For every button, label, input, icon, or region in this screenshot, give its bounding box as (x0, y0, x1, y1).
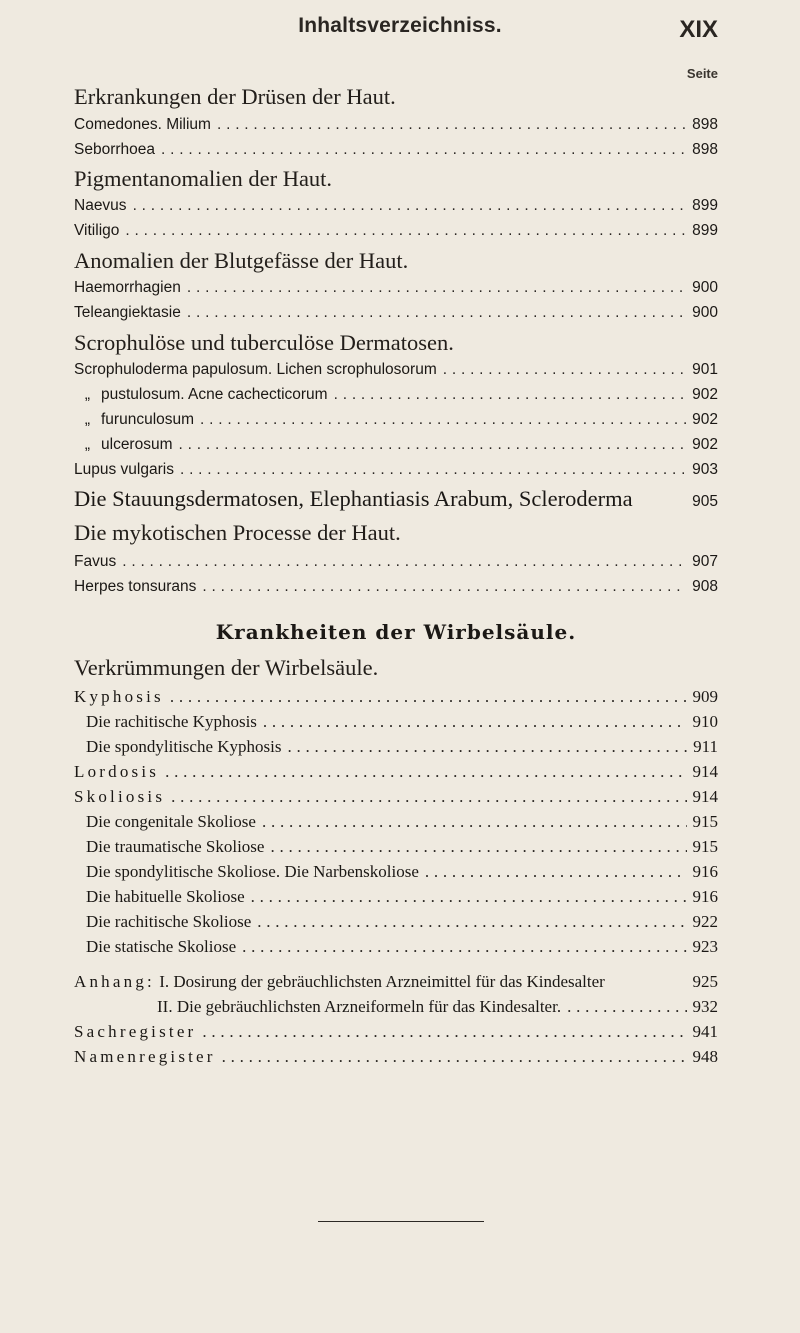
dot-leader (196, 1022, 686, 1042)
entry-label: Die traumatische Skoliose (86, 837, 265, 856)
appendix-entry (74, 972, 718, 994)
toc-entry (74, 436, 718, 458)
entry-label: Teleangiektasie (74, 304, 181, 321)
dot-leader (127, 197, 687, 215)
entry-label: Die spondylitische Skoliose. Die Narbenskoliose (86, 862, 419, 881)
dot-leader (165, 787, 686, 807)
toc-entry (74, 116, 718, 138)
ditto-mark: „ (84, 436, 91, 453)
entry-page: 907 (692, 553, 718, 570)
entry-label: Die habituelle Skoliose (86, 887, 245, 906)
entry-label: pustulosum. Acne cachecticorum (101, 386, 328, 403)
dot-leader (257, 712, 687, 732)
dot-leader (561, 997, 686, 1017)
section-heading: Anomalien der Blutgefässe der Haut. (74, 248, 409, 273)
toc-entry (74, 386, 718, 408)
entry-label: Kyphosis (74, 687, 164, 706)
entry-label: Vitiligo (74, 222, 120, 239)
dot-leader (264, 837, 686, 857)
entry-page: 923 (692, 937, 718, 956)
dot-leader (116, 553, 686, 571)
dot-leader (245, 887, 687, 907)
entry-page: 925 (692, 972, 718, 991)
entry-label: Favus (74, 553, 117, 570)
entry-label: Seborrhoea (74, 141, 156, 158)
entry-label: ulcerosum (101, 436, 173, 453)
entry-page: 898 (692, 141, 718, 158)
entry-page: 911 (693, 737, 718, 756)
section-heading: Die mykotischen Processe der Haut. (74, 520, 401, 545)
toc-entry (74, 687, 718, 709)
entry-page: 902 (692, 411, 718, 428)
toc-entry (74, 361, 718, 383)
entry-page: 899 (692, 222, 718, 239)
dot-leader (181, 304, 686, 322)
entry-label: Lupus vulgaris (74, 461, 174, 478)
entry-label: Die rachitische Kyphosis (86, 712, 257, 731)
toc-entry (74, 837, 718, 859)
toc-entry (74, 887, 718, 909)
entry-page: 899 (692, 197, 718, 214)
entry-label: Naevus (74, 197, 127, 214)
ditto-mark: „ (84, 411, 91, 428)
running-header-title: Inhaltsverzeichniss. (298, 14, 502, 37)
entry-label: Die rachitische Skoliose (86, 912, 252, 931)
closing-rule (318, 1221, 484, 1222)
toc-entry (74, 787, 718, 809)
dot-leader (211, 116, 686, 134)
entry-label: II. Die gebräuchlichsten Arzneiformeln für das Kindesalter. (157, 997, 562, 1016)
appendix-label: Anhang: (74, 972, 155, 991)
entry-page: 915 (692, 812, 718, 831)
toc-entry (74, 553, 718, 575)
dot-leader (328, 386, 687, 404)
running-header-page-number: XIX (679, 16, 718, 43)
toc-entry (74, 762, 718, 784)
dot-leader (251, 912, 686, 932)
section-heading: Erkrankungen der Drüsen der Haut. (74, 84, 396, 109)
entry-page: 941 (692, 1022, 718, 1041)
entry-label: Comedones. Milium (74, 116, 211, 133)
entry-label: Scrophuloderma papulosum. Lichen scrophulosorum (74, 361, 437, 378)
toc-entry (74, 912, 718, 934)
dot-leader (164, 687, 687, 707)
entry-label: I. Dosirung der gebräuchlichsten Arzneimittel für das Kindesalter (159, 972, 605, 991)
entry-page: 898 (692, 116, 718, 133)
dot-leader (159, 762, 686, 782)
appendix-entry (74, 997, 718, 1019)
entry-label: Die congenitale Skoliose (86, 812, 256, 831)
chapter-title: Krankheiten der Wirbelsäule. (215, 620, 577, 644)
entry-page: 905 (692, 493, 718, 510)
toc-heading-entry (74, 486, 718, 516)
entry-label: Sachregister (74, 1022, 197, 1041)
entry-page: 903 (692, 461, 718, 478)
toc-entry (74, 461, 718, 483)
toc-entry (74, 862, 718, 884)
entry-page: 900 (692, 304, 718, 321)
dot-leader (173, 436, 687, 454)
dot-leader (282, 737, 688, 757)
dot-leader (155, 141, 686, 159)
toc-entry (74, 411, 718, 433)
entry-page: 902 (692, 436, 718, 453)
entry-label: Lordosis (74, 762, 160, 781)
toc-entry (74, 737, 718, 759)
toc-entry (74, 1022, 718, 1044)
entry-label: furunculosum (101, 411, 195, 428)
dot-leader (236, 937, 686, 957)
entry-page: 914 (692, 787, 718, 806)
dot-leader (181, 279, 686, 297)
dot-leader (174, 461, 686, 479)
entry-page: 901 (692, 361, 718, 378)
entry-label: Die statische Skoliose (86, 937, 237, 956)
section-heading: Scrophulöse und tuberculöse Dermatosen. (74, 330, 454, 355)
entry-page: 916 (692, 887, 718, 906)
entry-page: 916 (692, 862, 718, 881)
dot-leader (419, 862, 687, 882)
dot-leader (194, 411, 686, 429)
section-heading: Pigmentanomalien der Haut. (74, 166, 333, 191)
toc-entry (74, 222, 718, 244)
entry-page: 914 (692, 762, 718, 781)
entry-page: 908 (692, 578, 718, 595)
entry-page: 902 (692, 386, 718, 403)
running-header (0, 14, 800, 48)
dot-leader (437, 361, 686, 379)
toc-entry (74, 578, 718, 600)
entry-label: Haemorrhagien (74, 279, 181, 296)
entry-page: 948 (692, 1047, 718, 1066)
entry-label: Namenregister (74, 1047, 216, 1066)
toc-entry (74, 141, 718, 163)
toc-entry (74, 279, 718, 301)
entry-page: 922 (692, 912, 718, 931)
dot-leader (196, 578, 686, 596)
entry-page: 900 (692, 279, 718, 296)
ditto-mark: „ (84, 386, 91, 403)
toc-entry (74, 304, 718, 326)
section-heading: Die Stauungsdermatosen, Elephantiasis Arabum, Scleroderma (74, 486, 633, 511)
entry-page: 909 (692, 687, 718, 706)
dot-leader (216, 1047, 687, 1067)
seite-column-label: Seite (686, 66, 718, 81)
entry-label: Die spondylitische Kyphosis (86, 737, 282, 756)
dot-leader (256, 812, 687, 832)
toc-entry (74, 812, 718, 834)
dot-leader (119, 222, 686, 240)
entry-label: Skoliosis (74, 787, 166, 806)
entry-page: 910 (692, 712, 718, 731)
toc-entry (74, 197, 718, 219)
entry-page: 932 (692, 997, 718, 1016)
entry-page: 915 (692, 837, 718, 856)
entry-label: Herpes tonsurans (74, 578, 197, 595)
toc-entry (74, 1047, 718, 1069)
toc-entry (74, 937, 718, 959)
toc-entry (74, 712, 718, 734)
section-heading: Verkrümmungen der Wirbelsäule. (74, 655, 379, 680)
